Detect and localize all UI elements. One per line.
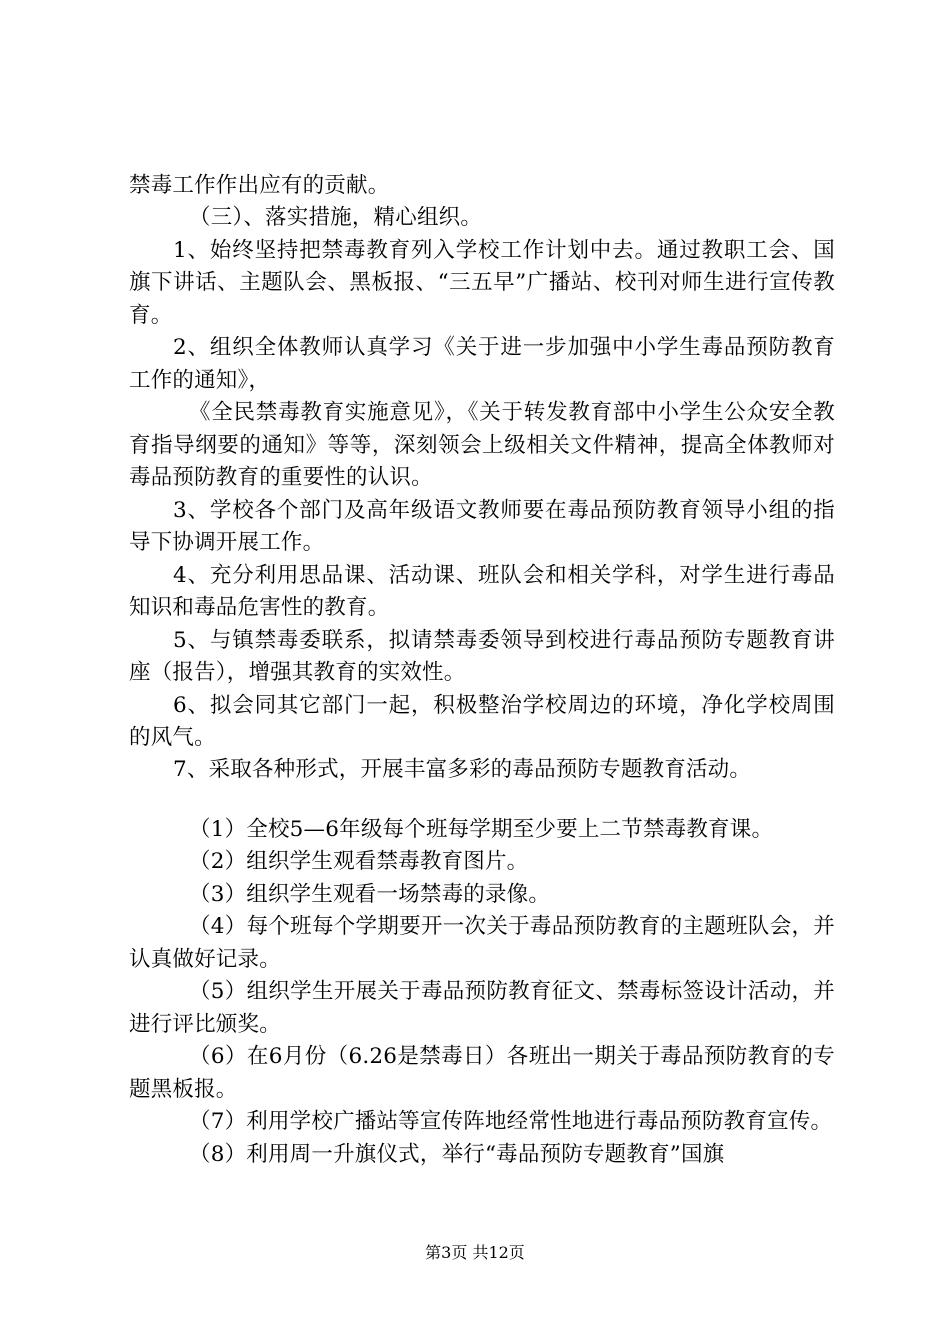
- page-number-footer: 第3页 共12页: [425, 1243, 525, 1262]
- list-item: （1）全校5—6年级每个班每学期至少要上二节禁毒教育课。: [189, 816, 774, 842]
- list-item: （5）组织学生开展关于毒品预防教育征文、禁毒标签设计活动，并进行评比颁奖。: [129, 979, 835, 1037]
- paragraph: 禁毒工作作出应有的贡献。: [129, 173, 390, 198]
- paragraph: 《全民禁毒教育实施意见》，《关于转发教育部中小学生公众安全教育指导纲要的通知》等等，深刻领会上级相关文件精神，提高全体教师对毒品预防教育的重要性的认识。: [129, 400, 835, 491]
- document-body: [129, 170, 835, 1171]
- paragraph: 2、组织全体教师认真学习《关于进一步加强中小学生毒品预防教育工作的通知》，: [129, 335, 835, 393]
- list-item: （7）利用学校广播站等宣传阵地经常性地进行毒品预防教育宣传。: [189, 1109, 833, 1135]
- paragraph: 6、拟会同其它部门一起，积极整治学校周边的环境，净化学校周围的风气。: [129, 692, 835, 750]
- list-item: （4）每个班每个学期要开一次关于毒品预防教育的主题班队会，并认真做好记录。: [129, 914, 835, 972]
- list-item: （6）在6月份（6.26是禁毒日）各班出一期关于毒品预防教育的专题黑板报。: [129, 1044, 835, 1102]
- list-item: （8）利用周一升旗仪式，举行“毒品预防专题教育”国旗: [189, 1141, 725, 1167]
- paragraph: 7、采取各种形式，开展丰富多彩的毒品预防专题教育活动。: [173, 757, 752, 783]
- list-item: （3）组织学生观看一场禁毒的录像。: [189, 881, 551, 907]
- paragraph: 4、充分利用思品课、活动课、班队会和相关学科，对学生进行毒品知识和毒品危害性的教育。: [129, 562, 835, 621]
- section-heading: （三）、落实措施，精心组织。: [189, 205, 483, 231]
- list-item: （2）组织学生观看禁毒教育图片。: [189, 849, 529, 875]
- paragraph: 3、学校各个部门及高年级语文教师要在毒品预防教育领导小组的指导下协调开展工作。: [129, 497, 835, 556]
- paragraph: 1、始终坚持把禁毒教育列入学校工作计划中去。通过教职工会、国旗下讲话、主题队会、黑板报、“三五早”广播站、校刊对师生进行宣传教育。: [129, 237, 835, 328]
- paragraph: 5、与镇禁毒委联系，拟请禁毒委领导到校进行毒品预防专题教育讲座（报告），增强其教育的实效性。: [129, 627, 835, 686]
